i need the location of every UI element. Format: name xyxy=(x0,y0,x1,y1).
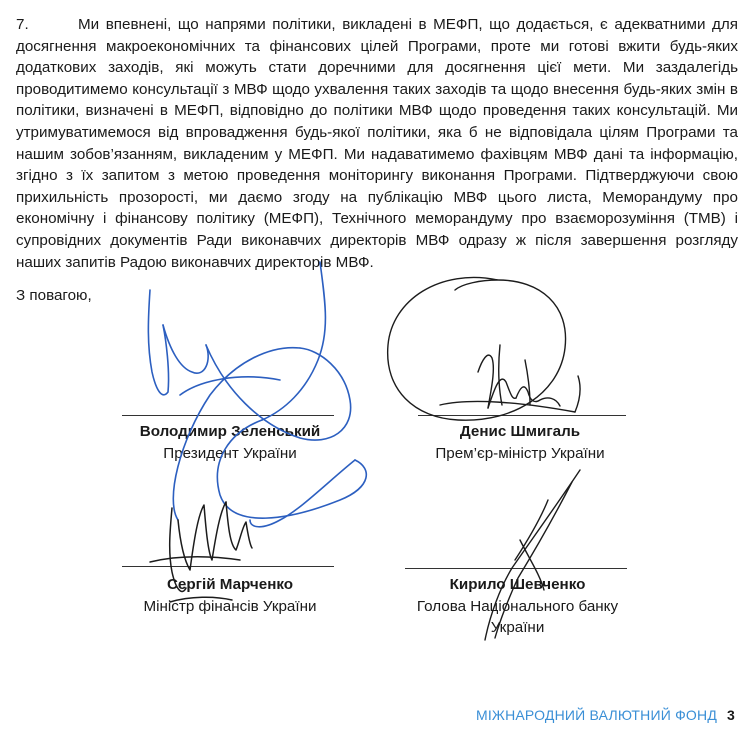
signature-line-finance-minister xyxy=(122,566,334,567)
footer-organization: МІЖНАРОДНИЙ ВАЛЮТНИЙ ФОНД xyxy=(475,707,717,723)
signature-shmyhal xyxy=(388,277,580,420)
signer-finance-minister xyxy=(110,574,350,617)
signer-role: Голова Національного банку України xyxy=(416,597,619,636)
signer-prime-minister xyxy=(400,421,640,464)
signature-line-prime-minister xyxy=(418,415,626,416)
signer-name: Володимир Зеленський xyxy=(139,423,321,440)
signature-zelensky xyxy=(148,262,366,527)
page-number: 3 xyxy=(727,707,735,723)
signer-role: Президент України xyxy=(163,444,297,462)
paragraph-number: 7. xyxy=(16,16,29,33)
signer-name: Денис Шмигаль xyxy=(459,423,581,440)
commitment-paragraph xyxy=(16,14,738,273)
signer-name: Сергій Марченко xyxy=(166,576,294,593)
greeting: З повагою, xyxy=(16,287,92,304)
signature-line-president xyxy=(122,415,334,416)
signer-president xyxy=(110,421,350,464)
signer-role: Прем’єр-міністр України xyxy=(435,444,605,462)
signer-role: Міністр фінансів України xyxy=(143,597,317,615)
signer-nbu-governor xyxy=(405,574,630,639)
paragraph-text: Ми впевнені, що напрями політики, викладені в МЕФП, що додається, є адекватними для досягнення макроекономічних та фінансових цілей Програми, проте ми готові вжити будь-яких додаткових заходів, які можуть стати доречними для досягнення цієї мети. Ми заздалегідь проводитимемо консультації з МВФ щодо ухвалення таких заходів та щодо внесення будь-яких змін в політики, визначені в МЕФП, відповідно до політики МВФ щодо проведення таких консультацій. Ми утримуватимемося від впровадження будь-якої політики, яка б не відповідала цілям Програми та нашим зобов’язанням, викладеним у МЕФП. Ми надаватимемо фахівцям МВФ дані та інформацію, згідно з їх запитом з метою проведення моніторингу виконання Програми. Підтверджуючи свою прихильність прозорості, ми даємо згоду на публікацію МВФ цього листа, Меморандуму про економічну і фінансову політику (МЕФП), Технічного меморандуму про взаєморозуміння (ТМВ) і супровідних документів Ради виконавчих директорів МВФ одразу ж після завершення розгляду наших запитів Радою виконавчих директорів МВФ. xyxy=(16,16,738,271)
signer-name: Кирило Шевченко xyxy=(449,576,586,593)
signature-line-nbu-governor xyxy=(405,568,627,569)
page-footer xyxy=(476,707,735,723)
